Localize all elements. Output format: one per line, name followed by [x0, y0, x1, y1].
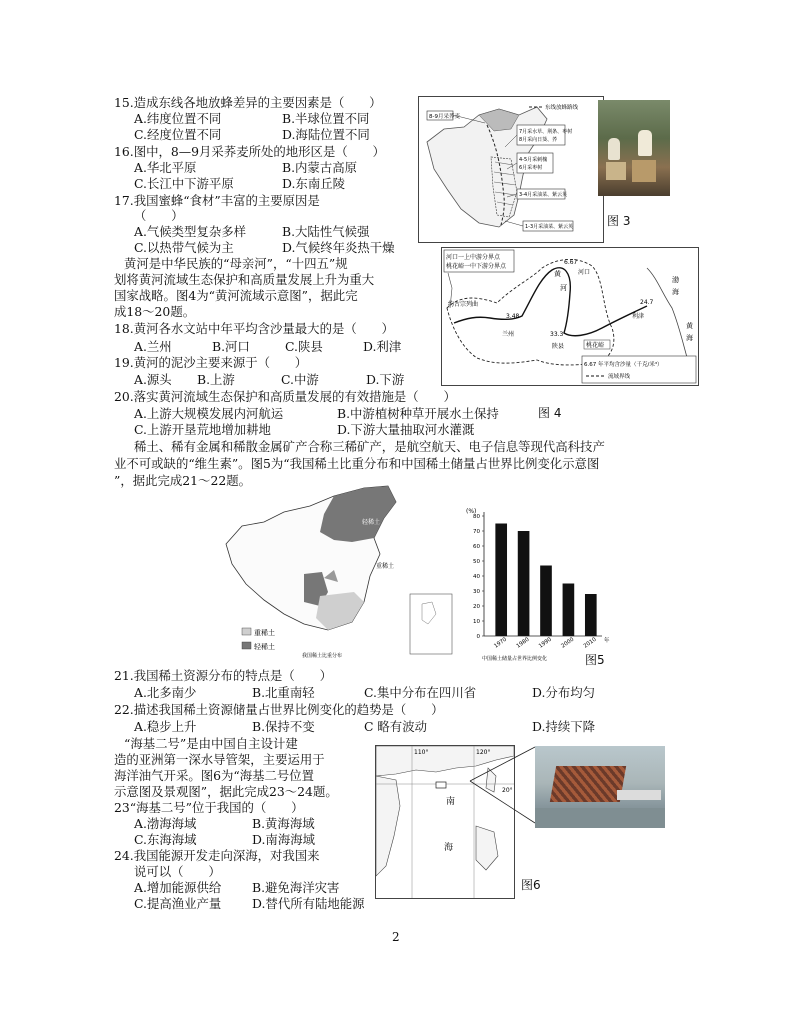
- q20-option-a[interactable]: A.上游大规模发展内河航运: [134, 406, 284, 421]
- x-tick-label: 1990: [537, 636, 553, 650]
- fig5-region-light: 轻稀土: [362, 519, 381, 526]
- fig4-place-source: 约古宗列曲: [448, 301, 479, 308]
- q20-stem: 20.落实黄河流域生态保护和高质量发展的有效措施是（ ）: [114, 389, 456, 404]
- intro23-line4: 示意图及景观图”，据此完成23～24题。: [114, 784, 338, 799]
- q18-option-d[interactable]: D.利津: [363, 339, 402, 354]
- bar-2010: [585, 594, 597, 636]
- figure-3-bee-route-map: [418, 96, 604, 243]
- y-tick-label: 10: [473, 619, 480, 625]
- y-tick-label: 80: [473, 514, 480, 520]
- q24-option-b[interactable]: B.避免海洋灾害: [252, 880, 340, 895]
- intro23-line3: 海洋油气开采。图6为“海基二号位置: [114, 768, 315, 783]
- q24-stem-line2: 说可以（ ）: [134, 864, 221, 879]
- figure-3-label: 图 3: [607, 214, 631, 228]
- q17-option-a[interactable]: A.气候类型复杂多样: [134, 224, 247, 239]
- fig5-map-caption: 我国稀土比重分布: [302, 653, 343, 659]
- intro18-line3: 国家战略。图4为“黄河流域示意图”，据此完: [114, 288, 358, 303]
- q23-option-b[interactable]: B.黄海海域: [252, 816, 315, 831]
- fig3-legend: 东线放蜂路线: [545, 105, 579, 111]
- q22-option-c[interactable]: C 略有波动: [364, 719, 427, 734]
- y-tick-label: 70: [473, 529, 480, 535]
- fig4-title-1: 河口一上中游分界点: [446, 254, 501, 261]
- fig4-place-shanxian: 陕县: [552, 343, 565, 350]
- x-tick-label: 2010: [582, 636, 598, 650]
- q17-stem: 17.我国蜜蜂“食材”丰富的主要原因是: [114, 193, 320, 208]
- y-tick-label: 50: [473, 559, 480, 565]
- q19-option-b[interactable]: B.上游: [197, 372, 235, 387]
- fig4-title-2: 桃花峪一中下游分界点: [446, 263, 507, 270]
- fig5-region-heavy: 重稀土: [376, 563, 395, 570]
- q18-option-c[interactable]: C.陕县: [285, 339, 323, 354]
- q22-option-a[interactable]: A.稳步上升: [134, 719, 197, 734]
- q15-option-c[interactable]: C.经度位置不同: [134, 127, 222, 142]
- y-tick-label: 0: [476, 634, 480, 640]
- q22-option-d[interactable]: D.持续下降: [532, 719, 595, 734]
- q24-option-a[interactable]: A.增加能源供给: [134, 880, 222, 895]
- q15-option-d[interactable]: D.海陆位置不同: [282, 127, 370, 142]
- fig3-box-4: 4-5月采刺槐: [519, 157, 548, 163]
- intro21-line1: 稀土、稀有金属和稀散金属矿产合称三稀矿产，是航空航天、电子信息等现代高科技产: [134, 439, 605, 454]
- figure-4-yellow-river-map: [441, 247, 699, 386]
- fig4-legend-boundary: 流域界线: [608, 374, 631, 380]
- q18-option-a[interactable]: A.兰州: [134, 339, 172, 354]
- fig3-box-7: 1-3月采油菜、紫云英: [525, 224, 574, 230]
- q22-stem: 22.描述我国稀土资源储量占世界比例变化的趋势是（ ）: [114, 702, 444, 717]
- q19-option-a[interactable]: A.源头: [134, 372, 172, 387]
- x-tick-label: 2000: [560, 636, 576, 650]
- y-tick-label: 40: [473, 574, 480, 580]
- yellow-river-basin-map: [442, 248, 698, 385]
- fig4-place-lijin: 利津: [632, 313, 645, 320]
- q21-option-b[interactable]: B.北重南轻: [252, 685, 315, 700]
- q17-stem-bracket: （ ）: [134, 208, 184, 223]
- q19-stem: 19.黄河的泥沙主要来源于（ ）: [114, 355, 308, 370]
- q21-option-a[interactable]: A.北多南少: [134, 685, 197, 700]
- page-number: 2: [392, 930, 400, 944]
- q16-option-a[interactable]: A.华北平原: [134, 160, 197, 175]
- y-tick-label: 20: [473, 604, 480, 610]
- beekeepers-photo: [598, 100, 670, 196]
- fig3-box-6: 3-4月采油菜、紫云英: [519, 192, 568, 198]
- fig4-place-taohuayu: 桃花峪: [586, 342, 605, 349]
- q16-option-c[interactable]: C.长江中下游平原: [134, 176, 234, 191]
- q16-option-b[interactable]: B.内蒙古高原: [282, 160, 357, 175]
- fig3-box-2: 7月采水草、荆条、枣树: [519, 129, 573, 135]
- fig4-value-shanxian: 33.3: [550, 331, 564, 338]
- intro23-line2: 造的亚洲第一深水导管架，主要运用于: [114, 752, 325, 767]
- intro23-line1: “海基二号”是由中国自主设计建: [124, 736, 298, 751]
- fig4-legend-sediment: 6.67 年平均含沙量（千克/米³）: [584, 362, 663, 368]
- q20-option-c[interactable]: C.上游开垦荒地增加耕地: [134, 422, 271, 437]
- fig4-river-char-1: 黄: [554, 270, 561, 278]
- q15-option-a[interactable]: A.纬度位置不同: [134, 111, 222, 126]
- q18-stem: 18.黄河各水文站中年平均含沙量最大的是（ ）: [114, 321, 394, 336]
- china-map-bee-routes: [419, 97, 603, 242]
- fig4-huanghai-2: 海: [686, 334, 693, 342]
- haiji-2-jacket-photo: [535, 746, 665, 828]
- fig4-value-lanzhou: 3.48: [506, 313, 520, 320]
- bar-2000: [563, 584, 575, 637]
- figure-4-label: 图 4: [538, 406, 562, 420]
- fig3-box-3: 8月采向日葵、荞: [519, 137, 558, 143]
- q23-option-d[interactable]: D.南海海域: [252, 832, 315, 847]
- q15-option-b[interactable]: B.半球位置不同: [282, 111, 370, 126]
- q18-option-b[interactable]: B.河口: [212, 339, 250, 354]
- q21-option-d[interactable]: D.分布均匀: [532, 685, 595, 700]
- fig4-value-lijin: 24.7: [640, 299, 654, 306]
- fig4-bohai-1: 渤: [672, 276, 679, 284]
- fig6-pointer-lines: [440, 745, 540, 825]
- fig4-huanghai-1: 黄: [686, 322, 693, 330]
- bar-1970: [495, 524, 507, 637]
- q17-option-b[interactable]: B.大陆性气候强: [282, 224, 370, 239]
- x-tick-label: 1980: [515, 636, 531, 650]
- fig4-value-hekou: 6.67: [564, 259, 578, 266]
- fig3-box-1: 8-9月采荞麦: [429, 114, 460, 120]
- fig6-sea-2: 海: [444, 843, 454, 853]
- q17-option-d[interactable]: D.气候终年炎热干燥: [282, 240, 395, 255]
- chart-caption: 中国稀土储量占世界比例变化: [482, 656, 548, 662]
- rare-earth-share-chart: [462, 504, 612, 664]
- q24-option-c[interactable]: C.提高渔业产量: [134, 896, 222, 911]
- x-axis-label: 年: [604, 638, 610, 644]
- bar-1990: [540, 566, 552, 637]
- intro18-line4: 成18～20题。: [114, 304, 196, 319]
- fig4-river-char-2: 河: [560, 284, 567, 292]
- fig4-place-hekou: 河口: [578, 269, 591, 276]
- fig4-bohai-2: 海: [672, 288, 679, 296]
- fig5-legend-heavy: 重稀土: [254, 629, 275, 637]
- q21-stem: 21.我国稀土资源分布的特点是（ ）: [114, 668, 332, 683]
- intro18-line1: 黄河是中华民族的“母亲河”，“十四五”规: [124, 256, 348, 271]
- q23-stem: 23“海基二号”位于我国的（ ）: [114, 800, 304, 815]
- fig6-lat-20: 20°: [502, 787, 513, 794]
- fig6-lon-110: 110°: [414, 749, 429, 756]
- q17-option-c[interactable]: C.以热带气候为主: [134, 240, 234, 255]
- y-tick-label: 30: [473, 589, 480, 595]
- x-tick-label: 1970: [493, 636, 509, 650]
- y-tick-label: 60: [473, 544, 480, 550]
- q21-option-c[interactable]: C.集中分布在四川省: [364, 685, 477, 700]
- intro18-line2: 划将黄河流域生态保护和高质量发展上升为重大: [114, 272, 375, 287]
- intro21-line3: ”，据此完成21～22题。: [114, 473, 251, 488]
- china-rare-earth-map: [224, 484, 460, 662]
- fig6-lon-120: 120°: [476, 749, 491, 756]
- q19-option-c[interactable]: C.中游: [281, 372, 319, 387]
- fig3-box-5: 6月采枣树: [519, 165, 543, 171]
- bar-1980: [518, 531, 530, 636]
- q23-option-c[interactable]: C.东海海域: [134, 832, 197, 847]
- q16-option-d[interactable]: D.东南丘陵: [282, 176, 345, 191]
- y-axis-label: (%): [466, 508, 477, 515]
- figure-5-label: 图5: [585, 653, 605, 667]
- q24-stem: 24.我国能源开发走向深海，对我国来: [114, 848, 320, 863]
- fig4-place-lanzhou: 兰州: [502, 331, 515, 338]
- q22-option-b[interactable]: B.保持不变: [252, 719, 315, 734]
- fig6-sea-1: 南: [446, 797, 456, 807]
- q20-option-b[interactable]: B.中游植树种草开展水土保持: [337, 406, 499, 421]
- figure-5-bar-chart: [462, 504, 612, 664]
- q23-option-a[interactable]: A.渤海海域: [134, 816, 197, 831]
- q24-option-d[interactable]: D.替代所有陆地能源: [252, 896, 365, 911]
- fig5-legend-light: 轻稀土: [254, 643, 275, 651]
- figure-6-label: 图6: [521, 878, 541, 892]
- q16-stem: 16.图中，8—9月采荞麦所处的地形区是（ ）: [114, 144, 385, 159]
- q19-option-d[interactable]: D.下游: [366, 372, 405, 387]
- q20-option-d[interactable]: D.下游大量抽取河水灌溉: [337, 422, 475, 437]
- q15-stem: 15.造成东线各地放蜂差异的主要因素是（ ）: [114, 95, 382, 110]
- figure-5-rare-earth-map: [224, 484, 460, 662]
- intro21-line2: 业不可或缺的“维生素”。图5为“我国稀土比重分布和中国稀土储量占世界比例变化示意图: [114, 456, 600, 471]
